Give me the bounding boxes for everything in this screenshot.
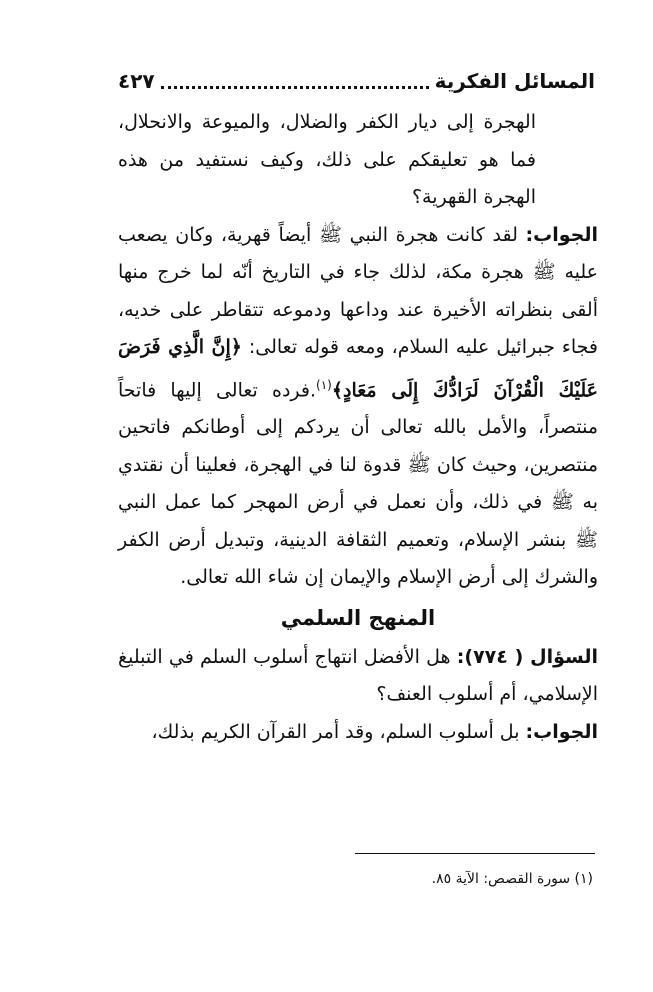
page-number: ٤٢٧ — [118, 69, 155, 93]
running-header — [118, 64, 595, 98]
answer-2 — [118, 714, 598, 752]
answer-2-label: الجواب: — [525, 720, 598, 743]
question-continuation — [118, 104, 598, 217]
answer-1-text-a: لقد كانت هجرة النبي ﷺ أيضاً قهرية، وكان يصعب عليه ﷺ هجرة مكة، لذلك جاء في التاريخ أنّه لما خرج منها ألقى بنظراته الأخيرة عند وداعها ودموعه تتقاطر على خديه، فجاء جبرائيل عليه السلام، ومعه قوله تعالى: — [118, 223, 598, 358]
answer-2-text: بل أسلوب السلم، وقد أمر القرآن الكريم بذلك، — [151, 720, 520, 743]
question-2-label: السؤال ( ٧٧٤): — [456, 645, 598, 668]
quran-verse: ﴿إِنَّ الَّذِي فَرَضَ عَلَيْكَ الْقُرْآنَ لَرَادُّكَ إِلَى مَعَادٍ﴾ — [118, 336, 598, 401]
question-line-2: فما هو تعليقكم على ذلك، وكيف نستفيد من هذه — [118, 148, 536, 171]
question-2-text: هل الأفضل انتهاج أسلوب السلم في التبليغ الإسلامي، أم أسلوب العنف؟ — [118, 645, 598, 706]
answer-1-text-b: .فرده تعالى إليها فاتحاً منتصراً، والأمل بالله تعالى أن يردكم إلى أوطانكم فاتحين منتصرين، وحيث كان ﷺ قدوة لنا في الهجرة، فعلينا أن نقتدي به ﷺ في ذلك، وأن نعمل في أرض المهجر كما عمل النبي ﷺ بنشر الإسلام، وتعميم الثقافة الدينية، وتبديل أرض الكفر والشرك إلى أرض الإسلام والإيمان إن شاء الله تعالى. — [118, 378, 598, 589]
section-heading: المنهج السلمي — [280, 605, 436, 630]
footnote: (١) سورة القصص: الآية ٨٥. — [431, 871, 593, 887]
footnote-marker[interactable]: (١) — [316, 377, 332, 392]
body-text — [118, 104, 598, 751]
answer-1 — [118, 217, 598, 597]
question-2 — [118, 639, 598, 714]
answer-1-label: الجواب: — [525, 223, 598, 246]
footnote-divider — [355, 853, 595, 854]
header-dot-leader — [161, 86, 429, 89]
question-line-1: الهجرة إلى ديار الكفر والضلال، والميوعة والانحلال، — [118, 111, 536, 133]
question-line-3: الهجرة القهرية؟ — [411, 186, 536, 208]
chapter-title: المسائل الفكرية — [434, 69, 595, 93]
